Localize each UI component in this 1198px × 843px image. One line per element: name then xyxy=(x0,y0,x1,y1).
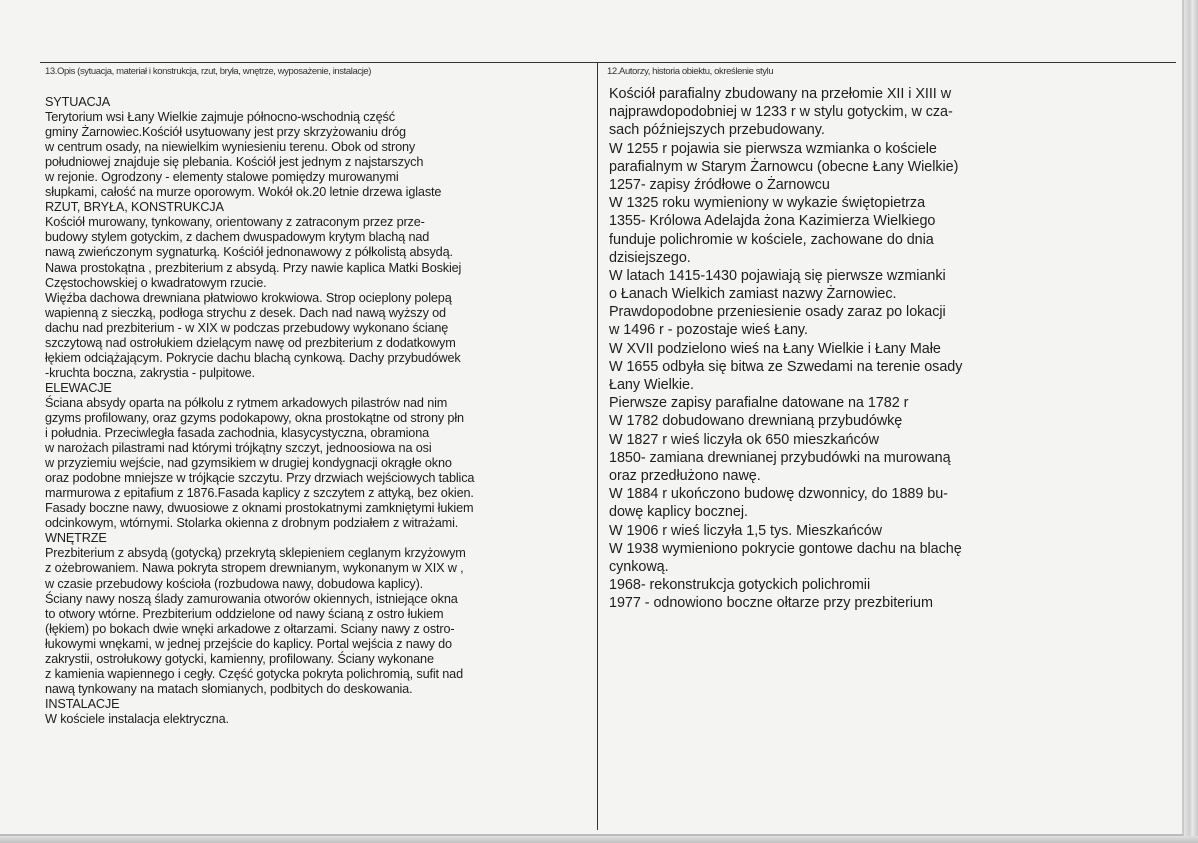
description-text-line: szczytową nad ostrołukiem dzielącym nawę od prezbiterium z dodatkowym xyxy=(45,335,456,350)
description-text-line: gzyms profilowany, oraz gzyms podokapowy, okna prostokątne od strony płn xyxy=(45,410,464,425)
history-text-line: Prawdopodobne przeniesienie osady zaraz po lokacji xyxy=(609,304,946,321)
description-text-line: SYTUACJA xyxy=(45,95,111,109)
description-text-line: południowej znajduje się plebania. Kościół jest jednym z najstarszych xyxy=(45,155,424,170)
description-text-line: łukowymi wnękami, w jednej przejście do kaplicy. Portal wejścia z nawy do xyxy=(45,636,452,651)
description-text-line: Ściana absydy oparta na półkolu z rytmem arkadowych pilastrów nad nim xyxy=(45,395,448,410)
description-text-line: W kościele instalacja elektryczna. xyxy=(45,711,229,726)
description-text-line: Terytorium wsi Łany Wielkie zajmuje północno-wschodnią część xyxy=(45,110,395,125)
header-rule xyxy=(40,62,1176,63)
description-text-line: ELEWACJE xyxy=(45,380,112,395)
description-text-line: łękiem odciążającym. Pokrycie dachu blachą cynkową. Dachy przybudówek xyxy=(45,350,461,365)
history-text-line: w 1496 r - pozostaje wieś Łany. xyxy=(609,322,808,339)
description-text-line: WNĘTRZE xyxy=(45,531,107,546)
description-text-line: i południa. Przeciwległa fasada zachodnia, klasycystyczna, obramiona xyxy=(45,426,430,441)
paper-stack-edge-bottom xyxy=(0,836,1198,843)
description-text-line: (łękiem) po bokach dwie wnęki arkadowe z ołtarzami. Sciany nawy z ostro- xyxy=(45,621,455,636)
description-text-line: Nawa prostokątna , prezbiterium z absydą. Przy nawie kaplica Matki Boskiej xyxy=(45,260,462,275)
description-text-line: gminy Żarnowiec.Kościół usytuowany jest przy skrzyżowaniu dróg xyxy=(45,125,406,140)
history-text-line: W 1827 r wieś liczyła ok 650 mieszkańców xyxy=(609,431,879,448)
history-text-line: 1257- zapisy źródłowe o Żarnowcu xyxy=(609,176,830,193)
description-text-line: nawą zwieńczonym sygnaturką. Kościół jednonawowy z półkolistą absydą. xyxy=(45,245,453,260)
history-text-line: 1355- Królowa Adelajda żona Kazimierza Wielkiego xyxy=(609,213,936,230)
description-text-line: marmurowa z epitafium z 1876.Fasada kaplicy z szczytem z attyką, bez okien. xyxy=(45,486,474,501)
description-text-line: zakrystii, ostrołukowy gotycki, kamienny, profilowany. Ściany wykonane xyxy=(45,651,434,666)
description-text-line: Kościół murowany, tynkowany, orientowany z zatraconym przez prze- xyxy=(45,215,425,230)
history-text-line: 1968- rekonstrukcja gotyckich polichromii xyxy=(609,577,871,594)
description-text-line: Fasady boczne nawy, dwuosiowe z oknami prostokatnymi zamkniętymi łukiem xyxy=(45,501,474,516)
description-text-line: w rejonie. Ogrodzony - elementy stalowe pomiędzy murowanymi xyxy=(45,170,399,185)
description-text-line: -kruchta boczna, zakrystia - pulpitowe. xyxy=(45,365,255,380)
history-text-line: W 1655 odbyła się bitwa ze Szwedami na terenie osady xyxy=(609,358,963,375)
description-text-line: to otwory wtórne. Prezbiterium oddzielone od nawy ścianą z ostro łukiem xyxy=(45,606,444,621)
history-text-line: W 1782 dobudowano drewnianą przybudówkę xyxy=(609,413,903,430)
history-text-line: W 1255 r pojawia sie pierwsza wzmianka o kościele xyxy=(609,140,937,157)
description-text-line: z ożebrowaniem. Nawa pokryta stropem drewnianym, wykonanym w XIX w , xyxy=(45,561,464,576)
description-text-line: budowy stylem gotyckim, z dachem dwuspadowym krytym blachą nad xyxy=(45,230,430,245)
paper-stack-edge-right xyxy=(1184,0,1198,843)
column-divider xyxy=(597,62,598,830)
description-text-line: oraz podobne mniejsze w trójkącie szczytu. Przy drzwiach wejściowych tablica xyxy=(45,471,475,486)
history-text-line: oraz przedłużono nawę. xyxy=(609,467,761,484)
description-text-line: odcinkowym, wtórnymi. Stolarka okienna z drobnym podziałem z witrażami. xyxy=(45,516,459,531)
history-text-line: Kościół parafialny zbudowany na przełomie XII i XIII w xyxy=(609,86,952,102)
description-column xyxy=(45,95,595,727)
description-text-line: dachu nad prezbiterium - w XIX w podczas przebudowy wykonano ścianę xyxy=(45,320,449,335)
description-text-line: INSTALACJE xyxy=(45,696,120,711)
description-text-line: Ściany nawy noszą ślady zamurowania otworów okiennych, istniejące okna xyxy=(45,591,458,606)
history-text-line: dowę kaplicy bocznej. xyxy=(609,504,748,521)
history-text-line: W 1906 r wieś liczyła 1,5 tys. Mieszkańców xyxy=(609,522,883,539)
description-text-line: wapienną z sieczką, podłoga strychu z desek. Dach nad nawą wyższy od xyxy=(45,305,446,320)
history-section-header: 12.Autorzy, historia obiektu, określenie stylu xyxy=(607,66,774,77)
history-text-line: najprawdopodobniej w 1233 r w stylu gotyckim, w cza- xyxy=(609,104,953,121)
description-text-line: nawą tynkowany na matach słomianych, podbitych do deskowania. xyxy=(45,681,413,696)
history-text-line: W latach 1415-1430 pojawiają się pierwsze wzmianki xyxy=(609,267,946,284)
history-text-line: W 1884 r ukończono budowę dzwonnicy, do 1889 bu- xyxy=(609,486,948,503)
description-text-line: RZUT, BRYŁA, KONSTRUKCJA xyxy=(45,200,224,215)
description-text-line: z kamienia wapiennego i cegły. Część gotycka pokryta polichromią, sufit nad xyxy=(45,666,463,681)
description-text-line: w narożach pilastrami nad którymi trójkątny szczyt, jednoosiowa na osi xyxy=(45,441,432,456)
history-text-line: Łany Wielkie. xyxy=(609,377,694,393)
history-text-line: o Łanach Wielkich zamiast nazwy Żarnowiec. xyxy=(609,286,897,303)
description-text-line: w centrum osady, na niewielkim wyniesieniu terenu. Obok od strony xyxy=(45,140,416,155)
history-text-line: sach późniejszych przebudowany. xyxy=(609,122,825,139)
history-text-line: W 1325 roku wymieniony w wykazie świętopietrza xyxy=(609,195,926,212)
history-text-line: W 1938 wymieniono pokrycie gontowe dachu na blachę xyxy=(609,540,962,557)
history-text-line: 1977 - odnowiono boczne ołtarze przy prezbiterium xyxy=(609,595,933,612)
description-text-line: w czasie przebudowy kościoła (rozbudowa nawy, dobudowa kaplicy). xyxy=(45,576,424,591)
history-text-line: cynkową. xyxy=(609,558,669,575)
history-text-line: parafialnym w Starym Żarnowcu (obecne Łany Wielkie) xyxy=(609,158,959,175)
description-section-header: 13.Opis (sytuacja, materiał i konstrukcja, rzut, bryła, wnętrze, wyposażenie, instalacje) xyxy=(45,66,372,77)
history-column xyxy=(609,85,1189,612)
history-text-line: 1850- zamiana drewnianej przybudówki na murowaną xyxy=(609,449,951,466)
history-text-line: W XVII podzielono wieś na Łany Wielkie i Łany Małe xyxy=(609,340,941,357)
description-text-line: Więźba dachowa drewniana płatwiowo krokwiowa. Strop ocieplony polepą xyxy=(45,290,452,305)
description-text-line: Prezbiterium z absydą (gotycką) przekrytą sklepieniem ceglanym krzyżowym xyxy=(45,546,466,561)
history-text-line: funduje polichromie w kościele, zachowane do dnia xyxy=(609,231,934,248)
history-text-line: Pierwsze zapisy parafialne datowane na 1782 r xyxy=(609,395,909,412)
description-text-line: słupkami, całość na murze oporowym. Wokół ok.20 letnie drzewa iglaste xyxy=(45,185,442,200)
history-text-line: dzisiejszego. xyxy=(609,249,691,266)
description-text-line: Częstochowskiej o kwadratowym rzucie. xyxy=(45,275,267,290)
description-text-line: w przyziemiu wejście, nad gzymsikiem w drugiej kondygnacji okrągłe okno xyxy=(45,456,452,471)
